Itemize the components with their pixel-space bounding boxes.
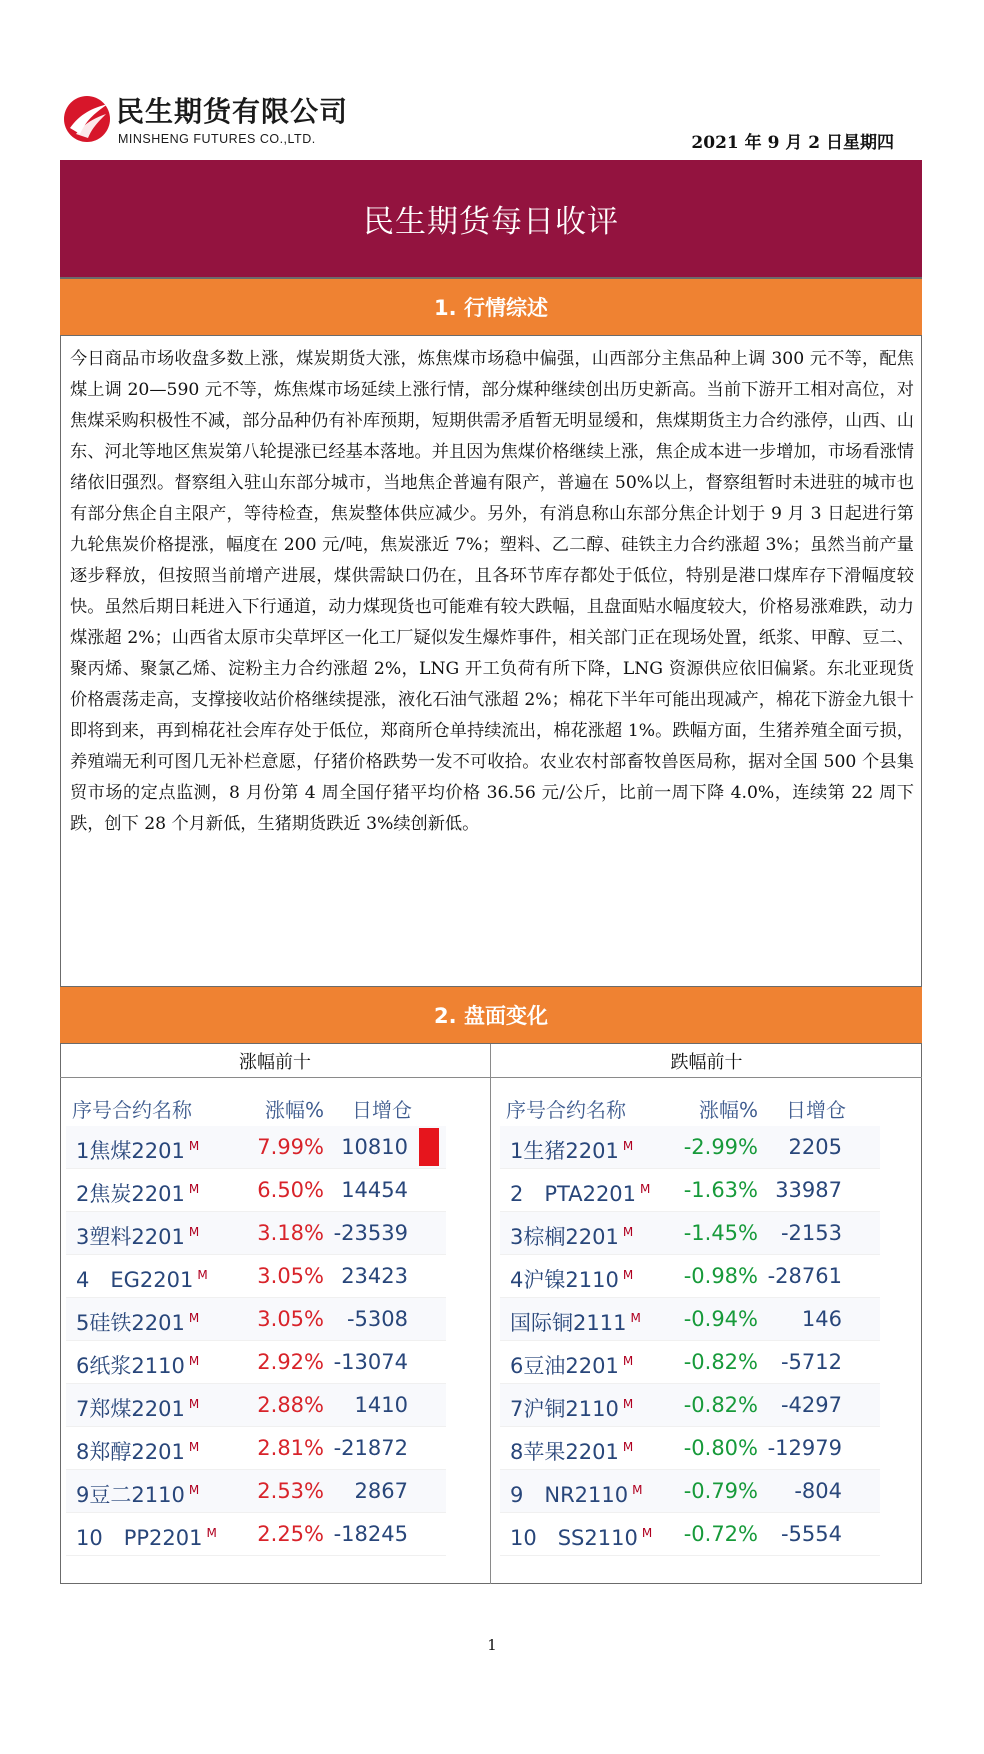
open-interest-change: -5712	[780, 1350, 842, 1374]
open-interest-change: -5308	[346, 1307, 408, 1331]
contract-name-text: 7沪铜2110	[510, 1397, 619, 1421]
col-pct-header: 涨幅%	[698, 1098, 758, 1122]
open-interest-change: -21872	[333, 1436, 408, 1460]
table-row	[66, 1470, 446, 1513]
report-date: 2021 年 9 月 2 日星期四	[691, 133, 894, 153]
losers-header-row	[500, 1086, 880, 1126]
contract-name	[510, 1221, 633, 1251]
main-contract-mark: M	[641, 1526, 653, 1540]
col-pct-header: 涨幅%	[264, 1098, 324, 1122]
change-percent: 7.99%	[257, 1135, 324, 1159]
main-contract-mark: M	[188, 1182, 200, 1196]
table-row	[500, 1255, 880, 1298]
main-contract-mark: M	[622, 1354, 634, 1368]
main-contract-mark: M	[188, 1354, 200, 1368]
main-contract-mark: M	[188, 1311, 200, 1325]
open-interest-change: 2867	[354, 1479, 408, 1503]
contract-name-text: 8郑醇2201	[76, 1440, 185, 1464]
change-percent: -0.80%	[683, 1436, 758, 1460]
change-percent: -0.72%	[683, 1522, 758, 1546]
open-interest-change: -18245	[333, 1522, 408, 1546]
contract-name-text: 9 NR2110	[510, 1483, 629, 1507]
change-percent: -0.94%	[683, 1307, 758, 1331]
table-row	[66, 1212, 446, 1255]
contract-name-text: 7郑煤2201	[76, 1397, 185, 1421]
table-row	[500, 1126, 880, 1169]
title-banner	[60, 160, 922, 278]
company-logo	[62, 90, 362, 152]
table-row	[66, 1384, 446, 1427]
table-row	[500, 1427, 880, 1470]
change-percent: 3.05%	[257, 1264, 324, 1288]
contract-name	[76, 1522, 217, 1552]
change-percent: -1.45%	[683, 1221, 758, 1245]
contract-name-text: 5硅铁2201	[76, 1311, 185, 1335]
open-interest-change: -23539	[333, 1221, 408, 1245]
table-row	[66, 1298, 446, 1341]
gainers-title: 涨幅前十	[60, 1044, 490, 1078]
losers-rows	[500, 1126, 880, 1556]
table-row	[500, 1341, 880, 1384]
change-percent: 3.05%	[257, 1307, 324, 1331]
col-oi-header: 日增仓	[352, 1098, 412, 1122]
losers-title: 跌幅前十	[491, 1044, 922, 1078]
change-percent: 2.81%	[257, 1436, 324, 1460]
contract-name	[510, 1264, 633, 1294]
table-row	[500, 1212, 880, 1255]
table-row	[500, 1169, 880, 1212]
contract-name	[76, 1436, 199, 1466]
contract-name-text: 1焦煤2201	[76, 1139, 185, 1163]
open-interest-change: -28761	[767, 1264, 842, 1288]
table-row	[500, 1298, 880, 1341]
section-1-heading: 1. 行情综述	[434, 296, 548, 320]
contract-name	[76, 1178, 199, 1208]
company-name-cn: 民生期货有限公司	[116, 95, 349, 128]
main-contract-mark: M	[622, 1225, 634, 1239]
contract-name-text: 3棕榈2201	[510, 1225, 619, 1249]
contract-name	[76, 1135, 199, 1165]
main-contract-mark: M	[622, 1268, 634, 1282]
contract-name-text: 6纸浆2110	[76, 1354, 185, 1378]
table-row	[66, 1126, 446, 1169]
table-row	[66, 1513, 446, 1556]
contract-name	[510, 1350, 633, 1380]
change-percent: 2.92%	[257, 1350, 324, 1374]
company-name-en: MINSHENG FUTURES CO.,LTD.	[118, 132, 316, 146]
page-number: 1	[487, 1636, 497, 1654]
table-row	[500, 1384, 880, 1427]
table-row	[500, 1513, 880, 1556]
main-contract-mark: M	[640, 1182, 651, 1196]
gainers-header-row	[66, 1086, 446, 1126]
contract-name-text: 3塑料2201	[76, 1225, 185, 1249]
contract-name	[510, 1135, 633, 1165]
contract-name-text: 1生猪2201	[510, 1139, 619, 1163]
contract-name-text: 国际铜2111	[510, 1311, 627, 1335]
highlight-marker	[419, 1128, 439, 1166]
main-contract-mark: M	[622, 1139, 634, 1153]
open-interest-change: 1410	[354, 1393, 408, 1417]
contract-name-text: 2 PTA2201	[510, 1182, 637, 1206]
contract-name-text: 4沪镍2110	[510, 1268, 619, 1292]
col-oi-header: 日增仓	[786, 1098, 846, 1122]
contract-name-text: 2焦炭2201	[76, 1182, 185, 1206]
contract-name	[510, 1436, 633, 1466]
market-summary-text: 今日商品市场收盘多数上涨，煤炭期货大涨，炼焦煤市场稳中偏强，山西部分主焦品种上调 300 元不等，配焦煤上调 20—590 元不等，炼焦煤市场延续上涨行情，部分煤种继续创出历史新高。当前下游开工相对高位，对焦煤采购积极性不减，部分品种仍有补库预期，短期供需矛盾暂无明显缓和，焦煤期货主力合约涨停，山西、山东、河北等地区焦炭第八轮提涨已经基本落地。并且因为焦煤价格继续上涨，焦企成本进一步增加，市场看涨情绪依旧强烈。督察组入驻山东部分城市，当地焦企普遍有限产，普遍在 50%以上，督察组暂时未进驻的城市也有部分焦企自主限产，等待检查，焦炭整体供应减少。另外，有消息称山东部分焦企计划于 9 月 3 日起进行第九轮焦炭价格提涨，幅度在 200 元/吨，焦炭涨近 7%；塑料、乙二醇、硅铁主力合约涨超 3%；虽然当前产量逐步释放，但按照当前增产进展，煤供需缺口仍在，且各环节库存都处于低位，特别是港口煤库存下滑幅度较快。虽然后期日耗进入下行通道，动力煤现货也可能难有较大跌幅，且盘面贴水幅度较大，价格易涨难跌，动力煤涨超 2%；山西省太原市尖草坪区一化工厂疑似发生爆炸事件，相关部门正在现场处置，纸浆、甲醇、豆二、聚丙烯、聚氯乙烯、淀粉主力合约涨超 2%，LNG 开工负荷有所下降，LNG 资源供应依旧偏紧。东北亚现货价格震荡走高，支撑接收站价格继续提涨，液化石油气涨超 2%；棉花下半年可能出现减产，棉花下游金九银十即将到来，再到棉花社会库存处于低位，郑商所仓单持续流出，棉花涨超 1%。跌幅方面，生猪养殖全面亏损，养殖端无利可图几无补栏意愿，仔猪价格跌势一发不可收拾。农业农村部畜牧兽医局称，据对全国 500 个县集贸市场的定点监测，8 月份第 4 周全国仔猪平均价格 36.56 元/公斤，比前一周下降 4.0%，连续第 22 周下跌，创下 28 个月新低，生猪期货跌近 3%续创新低。	[70, 349, 914, 834]
contract-name	[510, 1522, 652, 1552]
main-contract-mark: M	[632, 1483, 643, 1497]
contract-name	[510, 1307, 641, 1337]
contract-name	[76, 1264, 208, 1294]
contract-name	[76, 1393, 199, 1423]
open-interest-change: -4297	[780, 1393, 842, 1417]
section-2-heading: 2. 盘面变化	[434, 1004, 548, 1028]
open-interest-change: -804	[794, 1479, 842, 1503]
column-divider	[490, 1044, 491, 1584]
main-contract-mark: M	[630, 1311, 641, 1325]
open-interest-change: 33987	[775, 1178, 842, 1202]
section-1-banner	[60, 278, 922, 336]
col-name-header: 序号合约名称	[506, 1098, 626, 1122]
change-percent: 2.53%	[257, 1479, 324, 1503]
open-interest-change: -13074	[333, 1350, 408, 1374]
open-interest-change: 23423	[341, 1264, 408, 1288]
change-percent: 2.88%	[257, 1393, 324, 1417]
contract-name	[76, 1307, 199, 1337]
table-row	[66, 1255, 446, 1298]
table-row	[500, 1470, 880, 1513]
main-contract-mark: M	[188, 1397, 200, 1411]
contract-name	[510, 1479, 642, 1509]
main-contract-mark: M	[188, 1440, 200, 1454]
gainers-rows	[66, 1126, 446, 1556]
main-contract-mark: M	[206, 1526, 217, 1540]
contract-name-text: 4 EG2201	[76, 1268, 194, 1292]
contract-name-text: 10 PP2201	[76, 1526, 203, 1550]
report-title: 民生期货每日收评	[363, 204, 619, 240]
change-percent: -1.63%	[683, 1178, 758, 1202]
contract-name	[76, 1221, 199, 1251]
change-percent: -0.98%	[683, 1264, 758, 1288]
table-row	[66, 1169, 446, 1212]
contract-name	[76, 1479, 199, 1509]
open-interest-change: -2153	[780, 1221, 842, 1245]
change-percent: -0.82%	[683, 1393, 758, 1417]
contract-name-text: 10 SS2110	[510, 1526, 638, 1550]
contract-name	[76, 1350, 199, 1380]
open-interest-change: -5554	[780, 1522, 842, 1546]
main-contract-mark: M	[197, 1268, 208, 1282]
col-name-header: 序号合约名称	[72, 1098, 192, 1122]
contract-name-text: 6豆油2201	[510, 1354, 619, 1378]
change-percent: -2.99%	[683, 1135, 758, 1159]
change-percent: 2.25%	[257, 1522, 324, 1546]
open-interest-change: 2205	[788, 1135, 842, 1159]
contract-name	[510, 1393, 633, 1423]
main-contract-mark: M	[188, 1225, 200, 1239]
change-percent: -0.82%	[683, 1350, 758, 1374]
main-contract-mark: M	[622, 1440, 634, 1454]
table-row	[66, 1341, 446, 1384]
open-interest-change: 146	[801, 1307, 842, 1331]
table-row	[66, 1427, 446, 1470]
section-2-banner	[60, 986, 922, 1044]
open-interest-change: 10810	[341, 1135, 408, 1159]
minsheng-logo-icon	[62, 94, 112, 144]
main-contract-mark: M	[188, 1483, 200, 1497]
change-percent: -0.79%	[683, 1479, 758, 1503]
contract-name-text: 9豆二2110	[76, 1483, 185, 1507]
open-interest-change: 14454	[341, 1178, 408, 1202]
change-percent: 6.50%	[257, 1178, 324, 1202]
contract-name-text: 8苹果2201	[510, 1440, 619, 1464]
change-percent: 3.18%	[257, 1221, 324, 1245]
main-contract-mark: M	[622, 1397, 634, 1411]
main-contract-mark: M	[188, 1139, 200, 1153]
contract-name	[510, 1178, 650, 1208]
open-interest-change: -12979	[767, 1436, 842, 1460]
losers-table	[500, 1086, 880, 1556]
gainers-table	[66, 1086, 446, 1556]
